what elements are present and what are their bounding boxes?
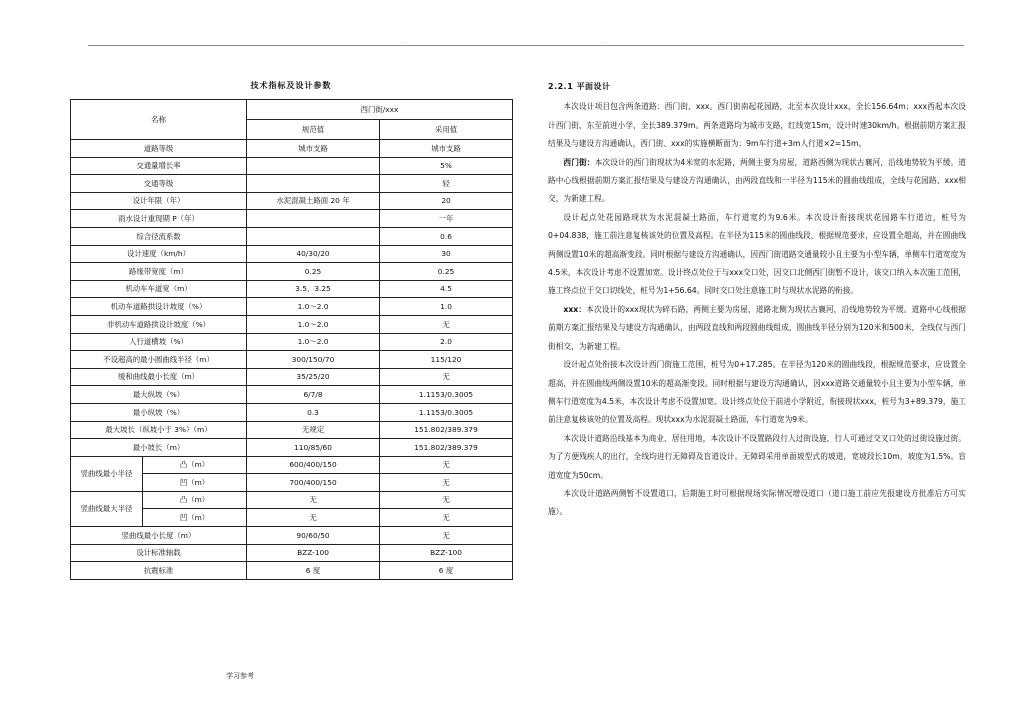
table-row [71,562,513,580]
param-used-cell: 轻 [380,175,513,193]
table-row [71,491,513,509]
param-used-cell: 无 [380,509,513,527]
param-spec-cell: 0.3 [247,403,380,421]
paragraph: xxx：本次设计的xxx现状为碎石路，两侧主要为房屋，道路北侧为现状古襄河，沿线地势较为平缓。道路中心线根据前期方案汇报结果及与建设方沟通确认，由两段直线和两段圆曲线组成，圆曲线半径分别为120米和500米，全线仅与西门街相交，为新建工程。 [548,304,966,351]
table-row [71,175,513,193]
param-used-cell: 6 度 [380,562,513,580]
param-sub-cell: 凹（m） [143,474,247,492]
table-row [71,544,513,562]
param-name-cell: 竖曲线最小长度（m） [71,527,247,545]
param-spec-cell: 6 度 [247,562,380,580]
param-used-cell: 5% [380,157,513,175]
table-row [71,421,513,439]
param-used-cell: 115/120 [380,351,513,369]
header-name-cell: 名称 [71,100,247,140]
header-road-cell: 西门街/xxx [247,100,513,120]
param-used-cell: BZZ-100 [380,544,513,562]
param-sub-cell: 凹（m） [143,509,247,527]
paragraph: 设计起点处花园路现状为水泥混凝土路面，车行道宽约为9.6米。本次设计衔接现状花园路车行道边，桩号为0+04.838，施工前注意复核该处的位置及高程。在半径为115米的圆曲线段，根据规范要求，应设置全超高，并在圆曲线两侧设置10米的超高渐变段。同时根据与建设方沟通确认，因西门街道路交通量较小且主要为小型车辆，单侧车行道宽度为4.5米，本次设计考虑不设置加宽。设计终点处位于与xxx交口处，因交口北侧西门街暂不设计，该交口纳入本次施工范围，施工终点位于交口切线处，桩号为1+56.64。同时交口处注意施工时与现状水泥路的衔接。 [548,212,966,296]
table-row [71,439,513,457]
param-spec-cell: 600/400/150 [247,456,380,474]
table-row [71,298,513,316]
param-spec-cell: 无 [247,491,380,509]
param-name-cell: 人行道横坡（%） [71,333,247,351]
param-spec-cell: 城市支路 [247,140,380,158]
table-row [71,527,513,545]
table-row [71,280,513,298]
param-name-cell: 雨水设计重现期 P（年） [71,210,247,228]
param-used-cell: 1.0 [380,298,513,316]
header-spec-cell: 规范值 [247,120,380,140]
param-spec-cell: 40/30/20 [247,245,380,263]
table-row [71,245,513,263]
param-used-cell: 一年 [380,210,513,228]
param-used-cell: 4.5 [380,280,513,298]
paragraph: 本次设计道路沿线基本为商业、居住用地，本次设计不设置路段行人过街设施，行人可通过交叉口处的过街设施过街。为了方便残疾人的出行，全线均进行无障碍及盲道设计。无障碍采用单面坡型式的坡道，宽坡段长10m，坡度为1.5%。盲道宽度为50cm。 [548,433,966,480]
param-spec-cell: 水泥混凝土路面 20 年 [247,192,380,210]
table-row [71,157,513,175]
param-sub-cell: 凸（m） [143,491,247,509]
table-row [71,386,513,404]
table-row [71,210,513,228]
param-used-cell: 30 [380,245,513,263]
param-group-cell: 竖曲线最小半径 [71,456,143,491]
table-header-row [71,100,513,120]
param-name-cell: 设计年限（年） [71,192,247,210]
param-spec-cell: 0.25 [247,263,380,281]
param-group-cell: 竖曲线最大半径 [71,491,143,526]
paragraph: 西门街：本次设计的西门街现状为4米宽的水泥路，两侧主要为房屋，道路西侧为现状古襄河，沿线地势较为平缓。道路中心线根据前期方案汇报结果及与建设方沟通确认，由两段直线和一半径为115米的圆曲线组成，全线与花园路、xxx相交，为新建工程。 [548,157,966,204]
param-used-cell: 无 [380,527,513,545]
table-row [71,263,513,281]
param-spec-cell: 110/85/60 [247,439,380,457]
param-name-cell: 机动车车道宽（m） [71,280,247,298]
param-used-cell: 无 [380,474,513,492]
param-sub-cell: 凸（m） [143,456,247,474]
param-used-cell: 1.1153/0.3005 [380,386,513,404]
table-row [71,227,513,245]
param-name-cell: 设计速度（km/h） [71,245,247,263]
param-name-cell: 非机动车道路拱设计坡度（%） [71,315,247,333]
table-row [71,456,513,474]
param-used-cell: 0.6 [380,227,513,245]
table-row [71,333,513,351]
table-row [71,315,513,333]
param-spec-cell [247,210,380,228]
param-spec-cell: 1.0～2.0 [247,315,380,333]
paragraph-lead: 西门街： [563,157,595,167]
paragraph: 本次设计道路两侧暂不设置道口，后期施工时可根据现场实际情况增设道口（道口施工前应先报建设方批准后方可实施）。 [548,488,966,517]
param-spec-cell: 700/400/150 [247,474,380,492]
param-spec-cell [247,175,380,193]
param-name-cell: 最小坡长（m） [71,439,247,457]
param-spec-cell: 6/7/8 [247,386,380,404]
param-spec-cell: 1.0～2.0 [247,333,380,351]
param-name-cell: 抗震标准 [71,562,247,580]
param-used-cell: 无 [380,456,513,474]
table-row [71,403,513,421]
param-used-cell: 1.1153/0.3005 [380,403,513,421]
param-used-cell: 2.0 [380,333,513,351]
header-rule [88,45,964,46]
table-row [71,140,513,158]
plan-design-section [548,78,966,522]
table-row [71,368,513,386]
param-name-cell: 最大纵坡（%） [71,386,247,404]
param-spec-cell: 1.0～2.0 [247,298,380,316]
param-spec-cell: BZZ-100 [247,544,380,562]
param-spec-cell: 3.5、3.25 [247,280,380,298]
param-spec-cell: 35/25/20 [247,368,380,386]
param-name-cell: 交通量增长率 [71,157,247,175]
param-name-cell: 路缘带宽度（m） [71,263,247,281]
param-name-cell: 设计标准轴载 [71,544,247,562]
param-used-cell: 城市支路 [380,140,513,158]
param-name-cell: 交通等级 [71,175,247,193]
param-name-cell: 综合径流系数 [71,227,247,245]
param-spec-cell [247,157,380,175]
param-used-cell: 151.802/389.379 [380,421,513,439]
param-spec-cell: 90/60/50 [247,527,380,545]
param-used-cell: 无 [380,491,513,509]
param-spec-cell: 无 [247,509,380,527]
section-title: 2.2.1 平面设计 [548,82,611,91]
param-name-cell: 最小纵坡（%） [71,403,247,421]
param-spec-cell [247,227,380,245]
param-name-cell: 最大坡长（纵坡小于 3%）（m） [71,421,247,439]
paragraph-lead: xxx： [563,304,587,314]
param-used-cell: 20 [380,192,513,210]
param-name-cell: 机动车道路拱设计坡度（%） [71,298,247,316]
param-used-cell: 0.25 [380,263,513,281]
param-used-cell: 无 [380,368,513,386]
table-title: 技术指标及设计参数 [250,81,332,90]
param-used-cell: 无 [380,315,513,333]
paragraph: 设计起点处衔接本次设计西门街施工范围，桩号为0+17.285。在半径为120米的圆曲线段，根据规范要求，应设置全超高，并在圆曲线两侧设置10米的超高渐变段。同时根据与建设方沟通确认，因xxx道路交通量较小且主要为小型车辆，单侧车行道宽度为4.5米，本次设计考虑不设置加宽。设计终点处位于前进小学附近，衔接现状xxx，桩号为3+89.379，施工前注意复核该处的位置及高程。现状xxx为水泥混凝土路面，车行道宽为9米。 [548,360,966,425]
param-spec-cell: 无规定 [247,421,380,439]
header-used-cell: 采用值 [380,120,513,140]
design-parameters-table [70,99,513,580]
param-spec-cell: 300/150/70 [247,351,380,369]
param-name-cell: 道路等级 [71,140,247,158]
param-used-cell: 151.802/389.379 [380,439,513,457]
header-dots: . . [600,38,606,45]
table-row [71,351,513,369]
footer-note: 学习参考 [226,672,254,680]
table-row [71,192,513,210]
param-name-cell: 缓和曲线最小长度（m） [71,368,247,386]
header-dots: . . [400,38,406,45]
paragraph: 本次设计项目包含两条道路：西门街、xxx。西门街南起花园路，北至本次设计xxx，全长156.64m；xxx西起本次设计西门街，东至前进小学，全长389.379m。两条道路均为城市支路，红线宽15m，设计时速30km/h。根据前期方案汇报结果及与建设方沟通确认，西门街、xxx的实施横断面为：9m车行道+3m人行道×2=15m。 [548,102,966,149]
param-name-cell: 不设超高的最小圆曲线半径（m） [71,351,247,369]
